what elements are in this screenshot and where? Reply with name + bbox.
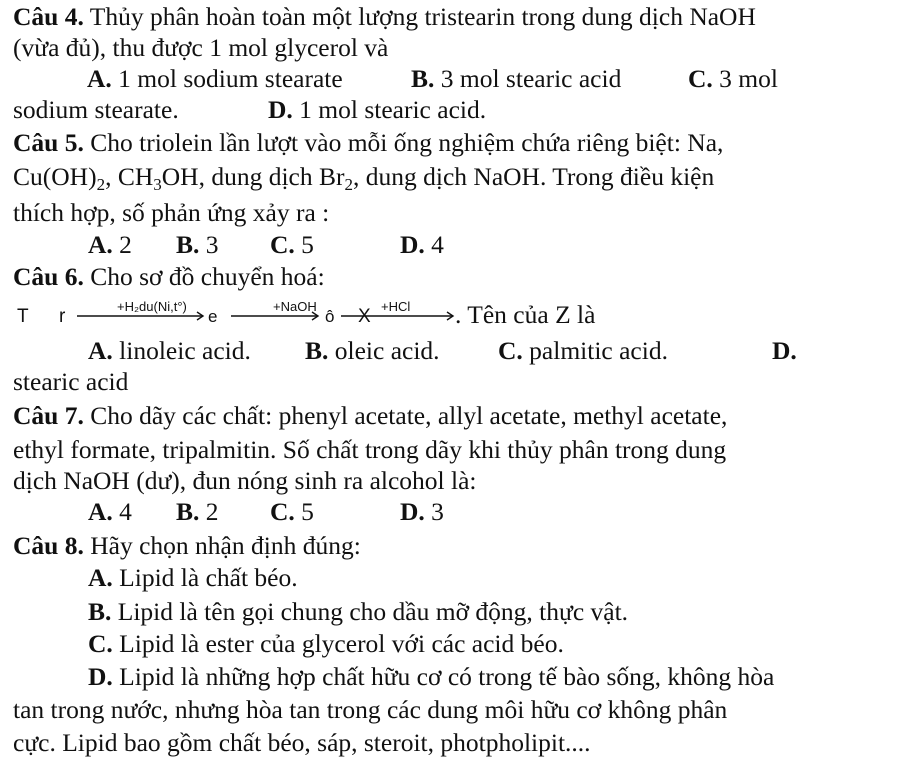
q6-title: Câu 6. bbox=[13, 262, 84, 291]
q6-option-d-text[interactable]: stearic acid bbox=[13, 367, 129, 396]
q4-stem-1: Thủy phân hoàn toàn một lượng tristearin trong dung dịch NaOH bbox=[89, 2, 756, 31]
q6-stem: Câu 6. Cho sơ đồ chuyển hoá: bbox=[13, 262, 325, 291]
q7-title: Câu 7. bbox=[13, 401, 84, 430]
q6-option-a[interactable]: A. linoleic acid. bbox=[88, 336, 251, 365]
q4-option-c-cont: sodium stearate. bbox=[13, 95, 179, 124]
q8-option-d-line3: cực. Lipid bao gồm chất béo, sáp, steroit, photpholipit.... bbox=[13, 728, 591, 757]
q6-question: . Tên của Z là bbox=[455, 300, 596, 329]
q8-title: Câu 8. bbox=[13, 531, 84, 560]
scheme-reagent-1: +H₂du(Ni,t°) bbox=[117, 299, 187, 314]
q7-option-a[interactable]: A. 4 bbox=[88, 497, 132, 526]
q4-title: Câu 4. bbox=[13, 2, 84, 31]
q4-stem-line2: (vừa đủ), thu được 1 mol glycerol và bbox=[13, 33, 389, 62]
q4-option-d[interactable]: D. 1 mol stearic acid. bbox=[268, 95, 487, 124]
q7-stem-line1: Câu 7. Cho dãy các chất: phenyl acetate, allyl acetate, methyl acetate, bbox=[13, 401, 728, 430]
scheme-reagent-3: +HCl bbox=[381, 299, 411, 314]
scheme-product-2: ô bbox=[325, 307, 335, 326]
q5-stem-line3: thích hợp, số phản ứng xảy ra : bbox=[13, 198, 330, 227]
q7-stem-line3: dịch NaOH (dư), đun nóng sinh ra alcohol là: bbox=[13, 466, 477, 495]
q6-reaction-scheme bbox=[13, 296, 458, 332]
q5-option-d[interactable]: D. 4 bbox=[400, 230, 444, 259]
scheme-product-1: e bbox=[208, 307, 218, 326]
q7-option-b[interactable]: B. 2 bbox=[176, 497, 219, 526]
q5-option-b[interactable]: B. 3 bbox=[176, 230, 219, 259]
scheme-start-r: r bbox=[59, 306, 66, 327]
scheme-reagent-2: +NaOH bbox=[273, 299, 317, 314]
q7-stem-line2: ethyl formate, tripalmitin. Số chất trong dãy khi thủy phân trong dung bbox=[13, 435, 727, 464]
q8-option-a[interactable]: A. Lipid là chất béo. bbox=[88, 563, 298, 592]
scheme-start-t: T bbox=[17, 306, 29, 327]
q8-option-b[interactable]: B. Lipid là tên gọi chung cho dầu mỡ động, thực vật. bbox=[88, 597, 629, 626]
q4-option-a[interactable]: A. 1 mol sodium stearate bbox=[87, 64, 343, 93]
q8-option-c[interactable]: C. Lipid là ester của glycerol với các acid béo. bbox=[88, 629, 564, 658]
q4-option-c[interactable]: C. 3 mol bbox=[688, 64, 778, 93]
q6-option-d[interactable]: D. bbox=[772, 336, 797, 365]
q7-option-c[interactable]: C. 5 bbox=[270, 497, 314, 526]
scheme-product-3: X bbox=[358, 306, 371, 327]
q4-stem-line1 bbox=[13, 2, 901, 32]
q5-option-a[interactable]: A. 2 bbox=[88, 230, 132, 259]
q7-option-d[interactable]: D. 3 bbox=[400, 497, 444, 526]
q8-stem: Câu 8. Hãy chọn nhận định đúng: bbox=[13, 531, 361, 560]
q8-option-d[interactable]: D. Lipid là những hợp chất hữu cơ có trong tế bào sống, không hòa bbox=[88, 662, 775, 691]
q4-option-b[interactable]: B. 3 mol stearic acid bbox=[411, 64, 622, 93]
q6-option-c[interactable]: C. palmitic acid. bbox=[498, 336, 668, 365]
q6-option-b[interactable]: B. oleic acid. bbox=[305, 336, 440, 365]
q8-option-d-line2: tan trong nước, nhưng hòa tan trong các dung môi hữu cơ không phân bbox=[13, 695, 728, 724]
q5-title: Câu 5. bbox=[13, 128, 84, 157]
q5-option-c[interactable]: C. 5 bbox=[270, 230, 314, 259]
q5-stem-line2: $Cu(OH)_2$, $CH_3OH$, dung dịch $Br_2$, dung dịch NaOH. Trong điều kiện bbox=[13, 162, 715, 194]
q5-stem-line1: Câu 5. Cho triolein lần lượt vào mỗi ống nghiệm chứa riêng biệt: Na, bbox=[13, 128, 724, 157]
